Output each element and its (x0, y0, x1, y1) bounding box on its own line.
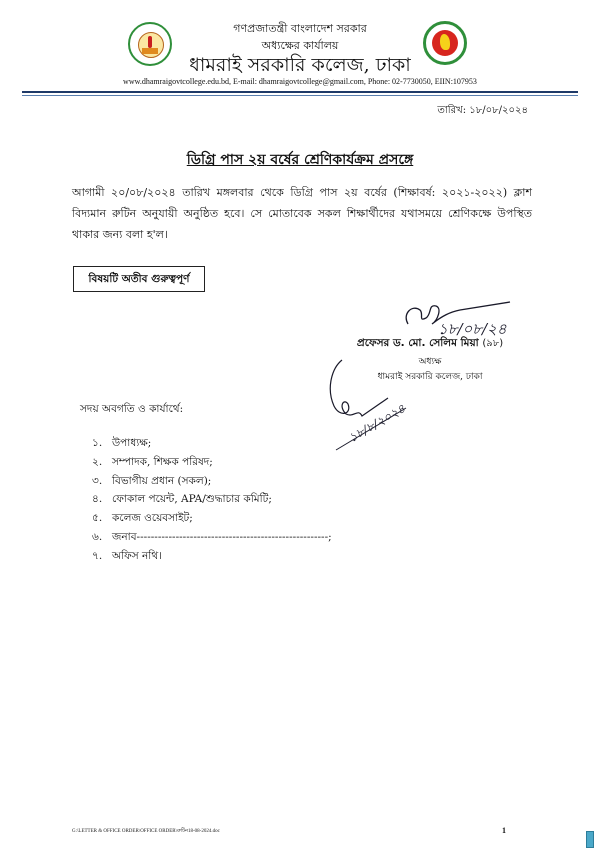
body-paragraph: আগামী ২০/০৮/২০২৪ তারিখ মঙ্গলবার থেকে ডিগ্রি পাস ২য় বর্ষের (শিক্ষাবর্ষ: ২০২১-২০২২) ক্লাশ বিদ্যমান রুটিন অনুযায়ী অনুষ্ঠিত হবে। সে মোতাবেক সকল শিক্ষার্থীদের যথাসময়ে শ্রেণিকক্ষে উপস্থিত থাকার জন্য বলা হ'ল। (72, 186, 532, 241)
header-rule-thick (22, 91, 578, 93)
office-name: অধ্যক্ষের কার্যালয় (261, 39, 339, 52)
list-text: বিভাগীয় প্রধান (সকল); (112, 474, 212, 487)
list-item (92, 453, 332, 472)
letter-date: তারিখ: ১৮/০৮/২০২৪ (437, 105, 528, 116)
list-item (92, 528, 332, 547)
cc-heading: সদয় অবগতি ও কার্যার্থে: (80, 403, 184, 415)
list-item (92, 472, 332, 491)
principal-signature (398, 296, 538, 338)
list-number: ৪. (92, 493, 103, 506)
list-number: ২. (92, 455, 103, 468)
scrollbar-thumb[interactable] (586, 831, 594, 848)
important-note-box: বিষয়টি অতীব গুরুত্বপূর্ণ (73, 266, 205, 292)
signer-name-text: প্রফেসর ড. মো. সেলিম মিয়া (356, 337, 479, 349)
list-text: উপাধ্যক্ষ; (112, 437, 152, 449)
contact-line: www.dhamraigovtcollege.edu.bd, E-mail: dhamraigovtcollege@gmail.com, Phone: 02-7730050, EIIN:107953 (123, 77, 477, 86)
list-number: ৭. (92, 549, 103, 562)
subject-text: ডিগ্রি পাস ২য় বর্ষের শ্রেণিকার্যক্রম প্রসঙ্গে (186, 152, 414, 168)
list-number: ১. (92, 437, 103, 449)
list-number: ৫. (92, 512, 103, 525)
second-handwritten-date: ১৮/৮/২০২৪ (346, 401, 408, 445)
signer-code: (৯৮) (482, 338, 504, 349)
list-text: ফোকাল পয়েন্ট, APA/শুদ্ধাচার কমিটি; (112, 493, 272, 506)
list-text: অফিস নথি। (112, 549, 162, 562)
list-number: ৩. (92, 474, 103, 487)
list-item (92, 490, 332, 509)
cc-list (92, 434, 332, 566)
list-item (92, 434, 332, 453)
government-name: গণপ্রজাতন্ত্রী বাংলাদেশ সরকার (233, 22, 367, 35)
signer-title: অধ্যক্ষ (418, 357, 442, 367)
signer-name (330, 336, 530, 353)
list-text: কলেজ ওয়েবসাইট; (112, 512, 193, 525)
list-item (92, 547, 332, 566)
list-item (92, 509, 332, 528)
page-number: 1 (502, 826, 506, 835)
handwritten-date: ১৮/০৮/২৪ (438, 320, 507, 338)
footer-file-path: G:\LETTER & OFFICE ORDER\OFFICE ORDER\রুটিন18-08-2024.doc (72, 829, 220, 834)
header-rule-thin (22, 95, 578, 96)
college-name: ধামরাই সরকারি কলেজ, ঢাকা (189, 54, 411, 76)
list-number: ৬. (92, 530, 103, 543)
list-text: জনাব------------------------------------------------------; (112, 530, 332, 543)
subject-heading (0, 148, 600, 172)
signer-organization: ধামরাই সরকারি কলেজ, ঢাকা (377, 372, 483, 382)
list-text: সম্পাদক, শিক্ষক পরিষদ; (112, 455, 213, 468)
